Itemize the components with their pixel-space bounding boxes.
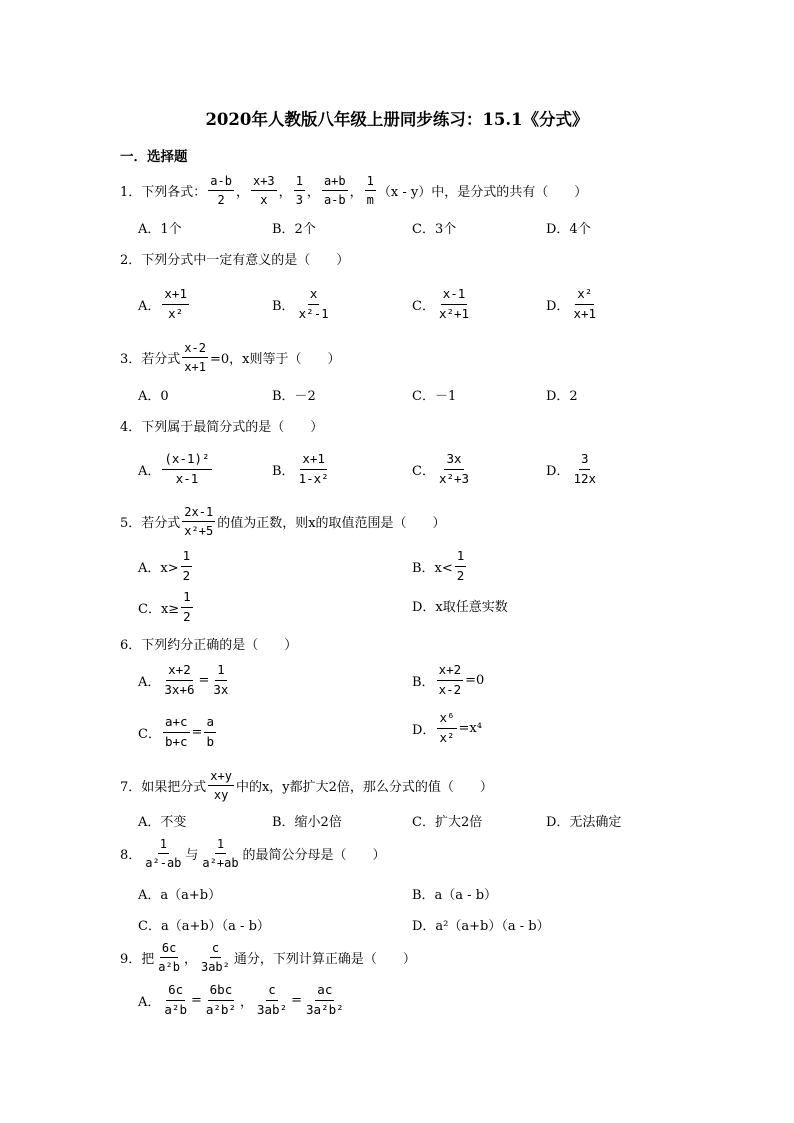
q7-option-a: A．不变 bbox=[138, 815, 187, 830]
q6-option-c: C． $\frac{a+c}{b+c}$ = $\frac{a}{b}$ bbox=[138, 714, 214, 749]
q2-option-b: B． $\frac{x}{\text{x²-1}}$ bbox=[272, 286, 329, 321]
q4-option-d: D． $\frac{3}{12x}$ bbox=[546, 451, 597, 486]
q6-option-a: A． $\frac{x+2}{3x+6}$ = $\frac{1}{3x}$ bbox=[138, 662, 229, 697]
q8-frac-2: $\frac{1}{\text{a²+ab}}$ bbox=[202, 837, 239, 871]
q1-frac-3: $\frac{1}{3}$ bbox=[295, 174, 303, 208]
q9-frac-2: $\frac{c}{\text{3ab²}}$ bbox=[200, 941, 230, 975]
q7-frac: $\frac{x+y}{xy}$ bbox=[210, 769, 232, 803]
q9-frac-1: $\frac{6c}{\text{a²b}}$ bbox=[158, 941, 180, 975]
q4-option-b: B． $\frac{x+1}{\text{1-x²}}$ bbox=[272, 451, 329, 486]
q1-lead: 1．下列各式： bbox=[120, 185, 207, 201]
q5-option-b: B．x< $\frac{1}{2}$ bbox=[412, 548, 465, 583]
q2-option-a: A． $\frac{x+1}{\text{x²}}$ bbox=[138, 286, 187, 321]
q3-option-b: B．－2 bbox=[272, 389, 316, 404]
q2-option-d: D． $\frac{\text{x²}}{x+1}$ bbox=[546, 286, 597, 321]
q3-frac: $\frac{x-2}{x+1}$ bbox=[184, 341, 206, 375]
q5-option-c: C．x≥ $\frac{1}{2}$ bbox=[138, 589, 191, 624]
q2-option-c: C． $\frac{x-1}{\text{x²+1}}$ bbox=[412, 286, 470, 321]
q9-option-a: A． $\frac{6c}{\text{a²b}}$ = $\frac{6bc}{\text{a²b²}}$ ， $\frac{c}{\text{3ab²}}$ = $\frac{ac}{\text{3a²b²}}$ bbox=[138, 982, 344, 1017]
q1-option-d: D．4个 bbox=[546, 222, 591, 237]
q4-option-a: A． $\frac{\text{(x-1)²}}{x-1}$ bbox=[138, 451, 210, 486]
q8-option-b: B．a（a - b） bbox=[412, 888, 498, 903]
q1-frac-5: $\frac{1}{m}$ bbox=[366, 174, 374, 208]
q4-option-c: C． $\frac{3x}{\text{x²+3}}$ bbox=[412, 451, 470, 486]
question-7: 7．如果把分式 $\frac{x+y}{xy}$ 中的x，y都扩大2倍，那么分式的值（ ） bbox=[120, 769, 493, 803]
q3-option-d: D．2 bbox=[546, 389, 578, 404]
q6-option-b: B． $\frac{x+2}{x-2}$ =0 bbox=[412, 662, 485, 697]
q8-frac-1: $\frac{1}{\text{a²-ab}}$ bbox=[145, 837, 182, 871]
question-1: 1．下列各式： $\frac{a-b}{2}$ ， $\frac{x+3}{x}$ ， $\frac{1}{3}$ ， $\frac{a+b}{a-b}$ ， $\frac{1}{m}$ （x - y）中，是分式的共有（ ） bbox=[120, 174, 588, 208]
q7-option-b: B．缩小2倍 bbox=[272, 815, 342, 830]
q5-option-d: D．x取任意实数 bbox=[412, 600, 508, 615]
question-6: 6．下列约分正确的是（ ） bbox=[120, 638, 298, 653]
q8-option-d: D．a²（a+b）（a - b） bbox=[412, 919, 550, 934]
q1-frac-1: $\frac{a-b}{2}$ bbox=[210, 174, 232, 208]
q1-option-c: C．3个 bbox=[412, 222, 457, 237]
q5-option-a: A．x> $\frac{1}{2}$ bbox=[138, 548, 191, 583]
question-8: 8． $\frac{1}{\text{a²-ab}}$ 与 $\frac{1}{\text{a²+ab}}$ 的最简公分母是（ ） bbox=[120, 837, 386, 871]
q1-option-b: B．2个 bbox=[272, 222, 316, 237]
question-3: 3．若分式 $\frac{x-2}{x+1}$ =0，x则等于（ ） bbox=[120, 341, 341, 375]
question-9: 9．把 $\frac{6c}{\text{a²b}}$ ， $\frac{c}{\text{3ab²}}$ 通分，下列计算正确是（ ） bbox=[120, 941, 416, 975]
q1-frac-4: $\frac{a+b}{a-b}$ bbox=[323, 174, 346, 208]
q1-option-a: A．1个 bbox=[138, 222, 182, 237]
q3-option-c: C．－1 bbox=[412, 389, 457, 404]
question-5: 5．若分式 $\frac{2x-1}{\text{x²+5}}$ 的值为正数，则x的取值范围是（ ） bbox=[120, 505, 446, 539]
q7-option-c: C．扩大2倍 bbox=[412, 815, 483, 830]
q3-option-a: A．0 bbox=[138, 389, 169, 404]
question-4: 4．下列属于最简分式的是（ ） bbox=[120, 420, 324, 435]
q5-frac: $\frac{2x-1}{\text{x²+5}}$ bbox=[184, 505, 214, 539]
q8-option-a: A．a（a+b） bbox=[138, 888, 222, 903]
q1-frac-2: $\frac{x+3}{x}$ bbox=[252, 174, 275, 208]
question-2: 2．下列分式中一定有意义的是（ ） bbox=[120, 253, 350, 268]
q1-tail: （x - y）中，是分式的共有（ ） bbox=[377, 185, 588, 201]
q6-option-d: D． $\frac{\text{x⁶}}{\text{x²}}$ =x⁴ bbox=[412, 710, 482, 745]
section-heading: 一．选择题 bbox=[120, 149, 188, 165]
q7-option-d: D．无法确定 bbox=[546, 815, 622, 830]
q8-option-c: C．a（a+b）（a - b） bbox=[138, 919, 270, 934]
page-title: 2020年人教版八年级上册同步练习：15.1《分式》 bbox=[205, 110, 589, 129]
